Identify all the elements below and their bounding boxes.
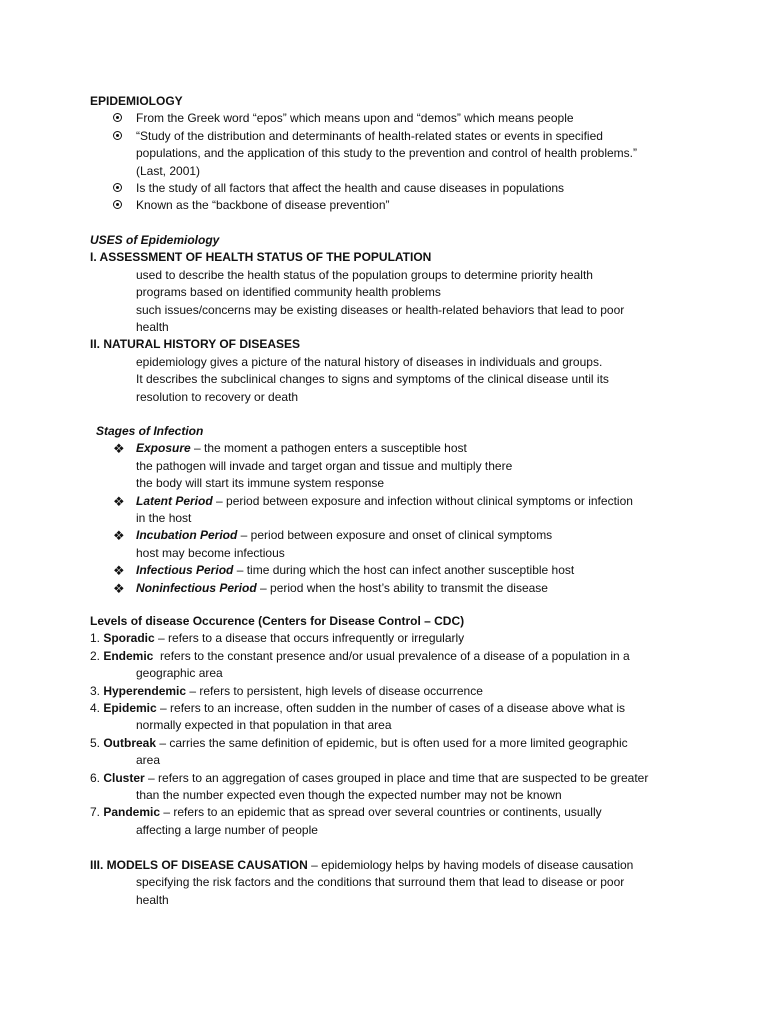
list-item: ❖ Infectious Period – time during which the host can infect another susceptible host (90, 562, 690, 579)
list-item: From the Greek word “epos” which means upon and “demos” which means people (90, 110, 690, 127)
list-item: ❖ Noninfectious Period – period when the host’s ability to transmit the disease (90, 580, 690, 597)
paragraph-line: health (136, 892, 169, 907)
circle-bullet-icon (90, 110, 136, 127)
subsection-title: III. MODELS OF DISEASE CAUSATION (90, 858, 308, 872)
paragraph-line: such issues/concerns may be existing diseases or health-related behaviors that lead to poor (136, 302, 625, 317)
paragraph-line: geographic area (136, 666, 223, 681)
paragraph-line: It describes the subclinical changes to signs and symptoms of the clinical disease until its (136, 372, 609, 387)
stages-section (90, 423, 690, 597)
paragraph-line: epidemiology gives a picture of the natural history of diseases in individuals and groups. (136, 354, 603, 369)
list-item: 1. Sporadic – refers to a disease that occurs infrequently or irregularly (90, 631, 465, 646)
list-item: 6. Cluster – refers to an aggregation of cases grouped in place and time that are suspected to be greater (90, 770, 649, 785)
circle-bullet-icon (90, 180, 136, 197)
list-item: Is the study of all factors that affect the health and cause diseases in populations (90, 180, 690, 197)
section-title: EPIDEMIOLOGY (90, 94, 183, 108)
list-item: ❖ Incubation Period – period between exposure and onset of clinical symptoms host may become infectious (90, 527, 690, 562)
paragraph-line: area (136, 753, 161, 768)
uses-section (90, 232, 690, 406)
list-item: 2. Endemic refers to the constant presence and/or usual prevalence of a disease of a population in a (90, 648, 630, 663)
paragraph-line: resolution to recovery or death (136, 389, 299, 404)
list-item: 7. Pandemic – refers to an epidemic that as spread over several countries or continents, usually (90, 805, 602, 820)
paragraph-line: programs based on identified community health problems (136, 285, 441, 300)
paragraph-line: normally expected in that population in that area (136, 718, 392, 733)
list-item: 4. Epidemic – refers to an increase, often sudden in the number of cases of a disease above what is (90, 700, 625, 715)
list-item: 3. Hyperendemic – refers to persistent, high levels of disease occurrence (90, 683, 483, 698)
section-heading: USES of Epidemiology (90, 233, 220, 247)
models-section: III. MODELS OF DISEASE CAUSATION – epidemiology helps by having models of disease causation specifying the risk factors and the conditions that surround them that lead to disease or poor health (90, 857, 690, 909)
diamond-bullet-icon: ❖ (113, 580, 125, 596)
list-item: ❖ Exposure – the moment a pathogen enters a susceptible host the pathogen will invade and target organ and tissue and multiply there the body will start its immune system response (90, 440, 690, 492)
paragraph-line: specifying the risk factors and the conditions that surround them that lead to disease or poor (136, 875, 625, 890)
paragraph-line: than the number expected even though the expected number may not be known (136, 787, 562, 802)
section-heading: Levels of disease Occurence (Centers for Disease Control – CDC) (90, 614, 465, 628)
circle-bullet-icon (90, 128, 136, 145)
epidemiology-section (90, 93, 690, 215)
paragraph-line: health (136, 319, 169, 334)
diamond-bullet-icon: ❖ (113, 441, 125, 457)
paragraph-line: used to describe the health status of the population groups to determine priority health (136, 267, 593, 282)
diamond-bullet-icon: ❖ (113, 563, 125, 579)
list-item: Known as the “backbone of disease prevention” (90, 197, 690, 214)
list-item: “Study of the distribution and determinants of health-related states or events in specified populations, and the application of this study to the prevention and control of health problems.” (Last, 2001) (90, 128, 690, 180)
section-heading: Stages of Infection (96, 424, 204, 438)
subsection-title: II. NATURAL HISTORY OF DISEASES (90, 337, 301, 352)
diamond-bullet-icon: ❖ (113, 528, 125, 544)
paragraph-line: affecting a large number of people (136, 822, 318, 837)
list-item: ❖ Latent Period – period between exposure and infection without clinical symptoms or infection in the host (90, 493, 690, 528)
circle-bullet-icon (90, 197, 136, 214)
levels-section (90, 613, 690, 839)
list-item: 5. Outbreak – carries the same definition of epidemic, but is often used for a more limited geographic (90, 735, 628, 750)
subsection-title: I. ASSESSMENT OF HEALTH STATUS OF THE POPULATION (90, 250, 432, 265)
diamond-bullet-icon: ❖ (113, 493, 125, 509)
